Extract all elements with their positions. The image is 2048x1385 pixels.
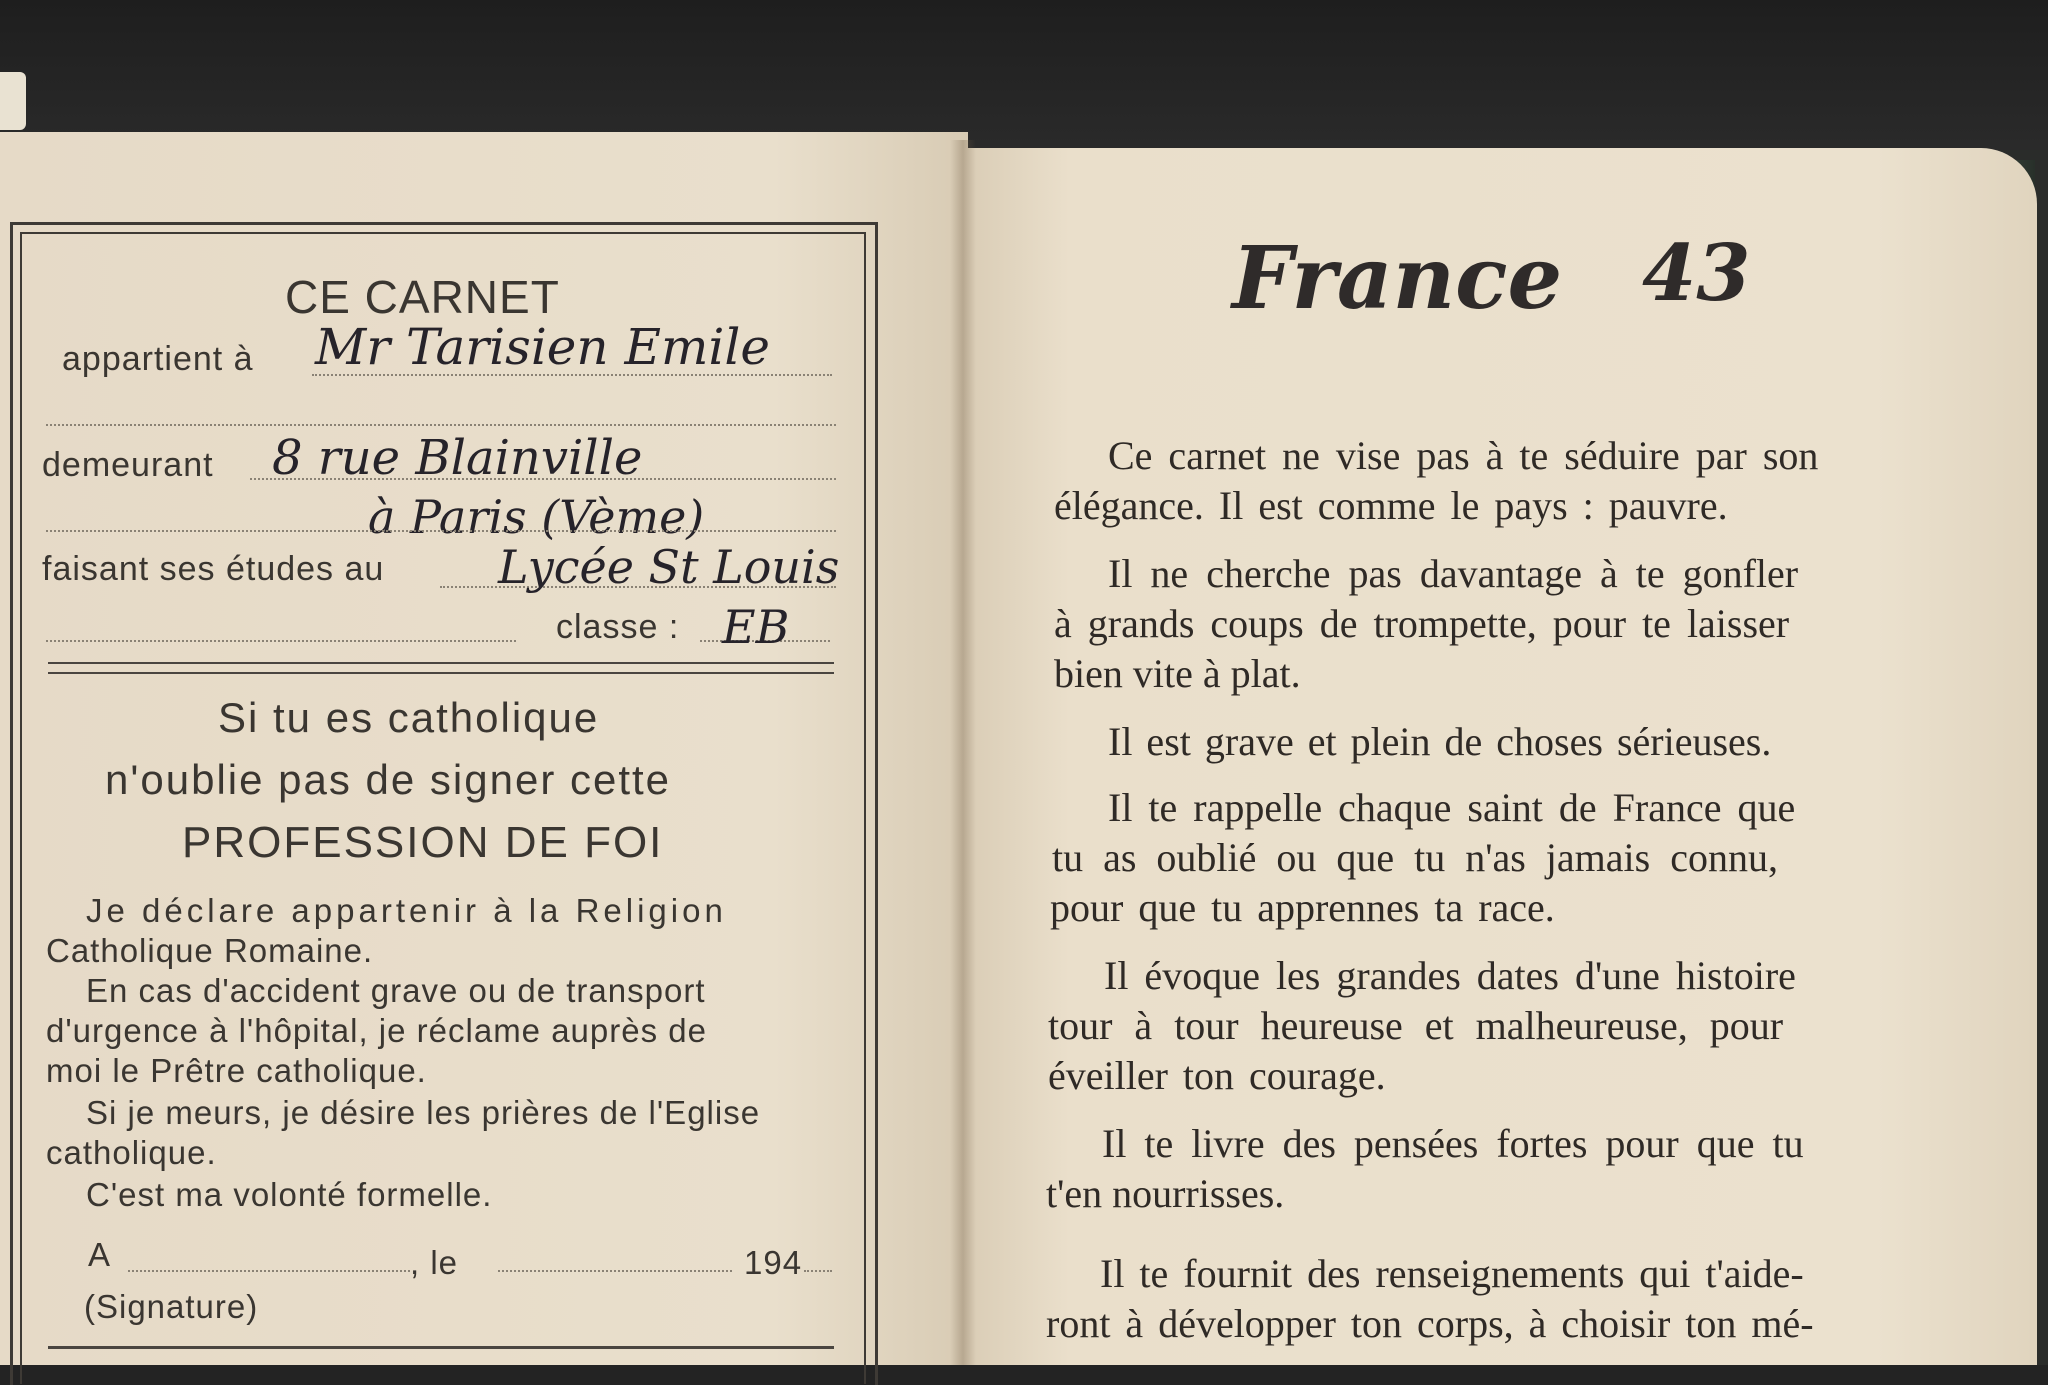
- form-heading: CE CARNET: [285, 271, 560, 323]
- form-bottom-rule: [48, 1346, 834, 1349]
- text-line-5: bien vite à plat.: [1054, 651, 1301, 696]
- year-dotted-line: [804, 1270, 832, 1272]
- school-label: faisant ses études au: [42, 550, 385, 588]
- class-dotted-line-left: [46, 640, 516, 642]
- text-line-8: tu as oublié ou que tu n'as jamais connu,: [1052, 835, 1778, 880]
- signature-label: (Signature): [84, 1288, 259, 1325]
- form-divider-2: [48, 672, 834, 674]
- address-label: demeurant: [42, 446, 214, 484]
- address-handwriting-2: à Paris (Vème): [368, 490, 705, 544]
- text-line-12: éveiller ton courage.: [1048, 1053, 1386, 1098]
- page-title: France: [1232, 228, 1563, 329]
- declaration-line-1: Je déclare appartenir à la Religion: [86, 892, 727, 929]
- book-gutter: [950, 140, 976, 1365]
- owner-dotted-line-2: [46, 424, 836, 426]
- class-label: classe :: [556, 608, 680, 646]
- text-line-16: ront à développer ton corps, à choisir ton mé-: [1046, 1301, 1814, 1346]
- declaration-line-5: moi le Prêtre catholique.: [46, 1052, 427, 1089]
- address-handwriting-1: 8 rue Blainville: [272, 430, 643, 486]
- text-line-9: pour que tu apprennes ta race.: [1050, 885, 1555, 930]
- text-line-2: élégance. Il est comme le pays : pauvre.: [1054, 483, 1728, 528]
- school-handwriting: Lycée St Louis: [498, 540, 840, 594]
- owner-handwriting: Mr Tarisien Emile: [315, 318, 770, 376]
- form-divider-1: [48, 662, 834, 664]
- catholic-line-1: Si tu es catholique: [218, 694, 600, 741]
- text-line-7: Il te rappelle chaque saint de France que: [1108, 785, 1796, 830]
- date-dotted-line: [498, 1270, 732, 1272]
- text-line-6: Il est grave et plein de choses sérieuses.: [1108, 719, 1772, 764]
- text-line-4: à grands coups de trompette, pour te laisser: [1054, 601, 1790, 646]
- place-dotted-line: [128, 1270, 410, 1272]
- declaration-line-8: C'est ma volonté formelle.: [86, 1176, 493, 1213]
- declaration-line-7: catholique.: [46, 1134, 217, 1171]
- declaration-line-3: En cas d'accident grave ou de transport: [86, 972, 706, 1009]
- text-line-13: Il te livre des pensées fortes pour que tu: [1102, 1121, 1804, 1166]
- declaration-line-4: d'urgence à l'hôpital, je réclame auprès de: [46, 1012, 707, 1049]
- address-dotted-line-2: [46, 530, 836, 532]
- page-title-number: 43: [1642, 228, 1751, 319]
- class-handwriting: EB: [722, 600, 790, 654]
- place-label: A: [88, 1236, 112, 1273]
- owner-label: appartient à: [62, 340, 254, 378]
- text-line-11: tour à tour heureuse et malheureuse, pour: [1048, 1003, 1784, 1048]
- declaration-line-6: Si je meurs, je désire les prières de l'Eglise: [86, 1094, 761, 1131]
- paper-tab: [0, 72, 26, 130]
- text-line-14: t'en nourrisses.: [1046, 1171, 1285, 1216]
- text-line-15: Il te fournit des renseignements qui t'aide-: [1100, 1251, 1804, 1296]
- declaration-line-2: Catholique Romaine.: [46, 932, 374, 969]
- catholic-line-2: n'oublie pas de signer cette: [105, 756, 672, 803]
- year-label: 194: [744, 1244, 803, 1281]
- profession-heading: PROFESSION DE FOI: [182, 818, 664, 867]
- text-line-1: Ce carnet ne vise pas à te séduire par son: [1108, 433, 1819, 478]
- text-line-10: Il évoque les grandes dates d'une histoire: [1104, 953, 1796, 998]
- date-label: , le: [410, 1244, 459, 1281]
- text-line-3: Il ne cherche pas davantage à te gonfler: [1108, 551, 1799, 596]
